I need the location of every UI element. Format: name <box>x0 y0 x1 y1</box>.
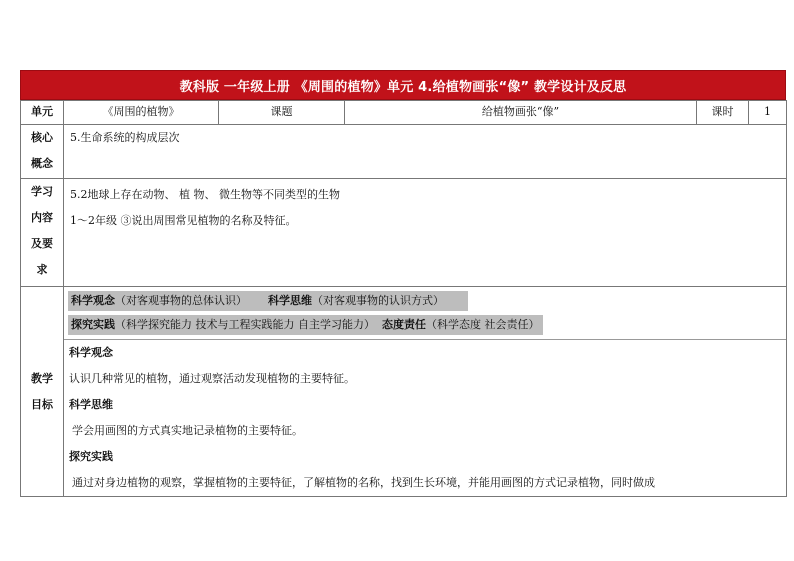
unit-value: 《周围的植物》 <box>64 101 219 125</box>
learning-label-line: 求 <box>36 263 48 276</box>
period-value: 1 <box>749 101 787 125</box>
goal-paragraph: 学会用画图的方式真实地记录植物的主要特征。 <box>72 424 303 437</box>
goals-body <box>64 340 786 496</box>
goal-heading: 科学思维 <box>69 398 113 411</box>
core-row <box>21 125 787 179</box>
topic-value: 给植物画张“像” <box>345 101 697 125</box>
goal-tag-title: 探究实践 <box>71 318 115 331</box>
core-label-line: 核心 <box>31 131 53 144</box>
goal-tag-highlight <box>68 315 543 335</box>
lesson-plan-sheet <box>20 70 786 497</box>
goal-paragraph: 认识几种常见的植物，通过观察活动发现植物的主要特征。 <box>69 372 355 385</box>
goal-tag-title: 科学观念 <box>71 294 115 307</box>
goals-label-line: 教学 <box>31 371 53 385</box>
learning-label-line: 学习 <box>31 185 53 198</box>
learning-label <box>21 179 64 287</box>
lesson-plan-table <box>20 100 787 497</box>
goal-tag-note: （对客观事物的总体认识） <box>115 294 247 307</box>
core-label <box>21 125 64 179</box>
goal-tag-title: 科学思维 <box>267 294 312 307</box>
document-title: 教科版 一年级上册 《周围的植物》单元 4.给植物画张“像” 教学设计及反思 <box>179 79 627 95</box>
goal-tag-highlight <box>68 291 468 311</box>
header-row <box>21 101 787 125</box>
learning-line-1: 5.2地球上存在动物、 植 物、 微生物等不同类型的生物 <box>70 188 340 201</box>
topic-label: 课题 <box>219 101 345 125</box>
period-label: 课时 <box>697 101 749 125</box>
learning-row <box>21 179 787 287</box>
goals-label <box>21 287 64 497</box>
learning-content <box>64 179 787 287</box>
goals-label-line: 目标 <box>31 397 53 411</box>
learning-line-2: 1～2年级 ③说出周围常见植物的名称及特征。 <box>70 214 297 227</box>
learning-label-line: 内容 <box>31 211 53 224</box>
goal-paragraph: 通过对身边植物的观察，掌握植物的主要特征，了解植物的名称，找到生长环境，并能用画图的方式记录植物，同时做成 <box>72 476 655 489</box>
core-text: 5.生命系统的构成层次 <box>64 125 787 179</box>
goal-tag-title: 态度责任 <box>382 318 426 331</box>
goal-tag-note: （科学探究能力 技术与工程实践能力 自主学习能力） <box>115 318 375 331</box>
goals-content <box>64 287 787 497</box>
goal-tag-note: （对客观事物的认识方式） <box>311 294 444 307</box>
goals-row <box>21 287 787 497</box>
unit-label: 单元 <box>21 101 64 125</box>
goals-tags <box>64 287 786 340</box>
goal-heading: 科学观念 <box>69 346 113 359</box>
title-bar <box>20 70 786 100</box>
learning-label-line: 及要 <box>31 237 53 250</box>
core-label-line: 概念 <box>31 157 53 170</box>
goal-tag-note: （科学态度 社会责任） <box>426 318 540 331</box>
goal-heading: 探究实践 <box>69 450 113 463</box>
